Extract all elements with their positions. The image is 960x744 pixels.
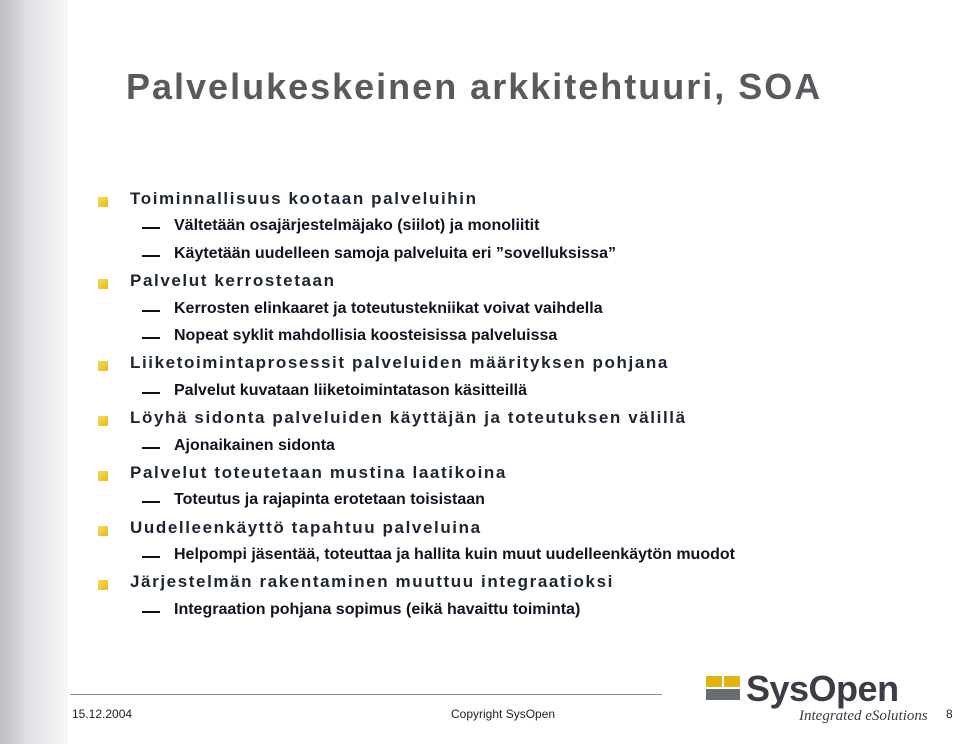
dash-icon — [142, 227, 160, 229]
bullet-text: Järjestelmän rakentaminen muuttuu integraatioksi — [130, 572, 614, 592]
sysopen-logo — [706, 668, 942, 728]
sub-bullet-item — [96, 213, 946, 240]
dash-icon — [142, 255, 160, 257]
square-bullet-icon — [98, 526, 108, 536]
dash-icon — [142, 556, 160, 558]
sub-bullet-text: Kerrosten elinkaaret ja toteutustekniikat voivat vaihdella — [174, 299, 603, 317]
dash-icon — [142, 447, 160, 449]
logo-mark-icon — [706, 674, 740, 702]
footer-copyright: Copyright SysOpen — [451, 707, 556, 721]
square-bullet-icon — [98, 361, 108, 371]
dash-icon — [142, 310, 160, 312]
sub-bullet-item — [96, 323, 946, 350]
bullet-text: Palvelut kerrostetaan — [130, 271, 336, 291]
square-bullet-icon — [98, 279, 108, 289]
bullet-text: Toiminnallisuus kootaan palveluihin — [130, 189, 478, 208]
sub-bullet-item — [96, 433, 946, 460]
bullet-item — [96, 569, 946, 596]
footer-date: 15.12.2004 — [72, 707, 133, 721]
sub-bullet-item — [96, 542, 946, 569]
page-number: 8 — [946, 707, 953, 721]
sub-bullet-item — [96, 296, 946, 323]
dash-icon — [142, 337, 160, 339]
square-bullet-icon — [98, 580, 108, 590]
sub-bullet-text: Toteutus ja rajapinta erotetaan toisistaan — [174, 491, 485, 509]
sub-bullet-item — [96, 241, 946, 268]
logo-tagline: Integrated eSolutions — [799, 708, 928, 724]
square-bullet-icon — [98, 197, 108, 207]
dash-icon — [142, 501, 160, 503]
bullet-list — [96, 186, 946, 624]
square-bullet-icon — [98, 471, 108, 481]
bullet-item — [96, 268, 946, 295]
bullet-item — [96, 515, 946, 542]
footer-divider — [70, 694, 662, 695]
sub-bullet-text: Integraation pohjana sopimus (eikä havaittu toiminta) — [174, 600, 581, 618]
sub-bullet-text: Nopeat syklit mahdollisia koosteisissa palveluissa — [174, 326, 558, 344]
bullet-item — [96, 186, 946, 213]
sub-bullet-item — [96, 597, 946, 624]
bullet-item — [96, 460, 946, 487]
sub-bullet-text: Ajonaikainen sidonta — [174, 436, 335, 454]
sub-bullet-item — [96, 378, 946, 405]
sub-bullet-item — [96, 487, 946, 514]
sub-bullet-text: Helpompi jäsentää, toteuttaa ja hallita kuin muut uudelleenkäytön muodot — [174, 546, 735, 564]
bullet-text: Löyhä sidonta palveluiden käyttäjän ja toteutuksen välillä — [130, 408, 687, 428]
bullet-item — [96, 350, 946, 377]
square-bullet-icon — [98, 416, 108, 426]
left-decorative-band — [0, 0, 68, 744]
dash-icon — [142, 392, 160, 394]
bullet-text: Liiketoimintaprosessit palveluiden määrityksen pohjana — [130, 353, 669, 373]
sub-bullet-text: Vältetään osajärjestelmäjako (siilot) ja monoliitit — [174, 217, 540, 235]
sub-bullet-text: Palvelut kuvataan liiketoimintatason käsitteillä — [174, 381, 528, 399]
slide-title: Palvelukeskeinen arkkitehtuuri, SOA — [126, 66, 823, 107]
dash-icon — [142, 611, 160, 613]
sub-bullet-text: Käytetään uudelleen samoja palveluita eri ”sovelluksissa” — [174, 244, 616, 262]
bullet-text: Palvelut toteutetaan mustina laatikoina — [130, 462, 507, 482]
bullet-item — [96, 405, 946, 432]
logo-wordmark: SysOpen — [746, 668, 899, 709]
bullet-text: Uudelleenkäyttö tapahtuu palveluina — [130, 517, 482, 537]
